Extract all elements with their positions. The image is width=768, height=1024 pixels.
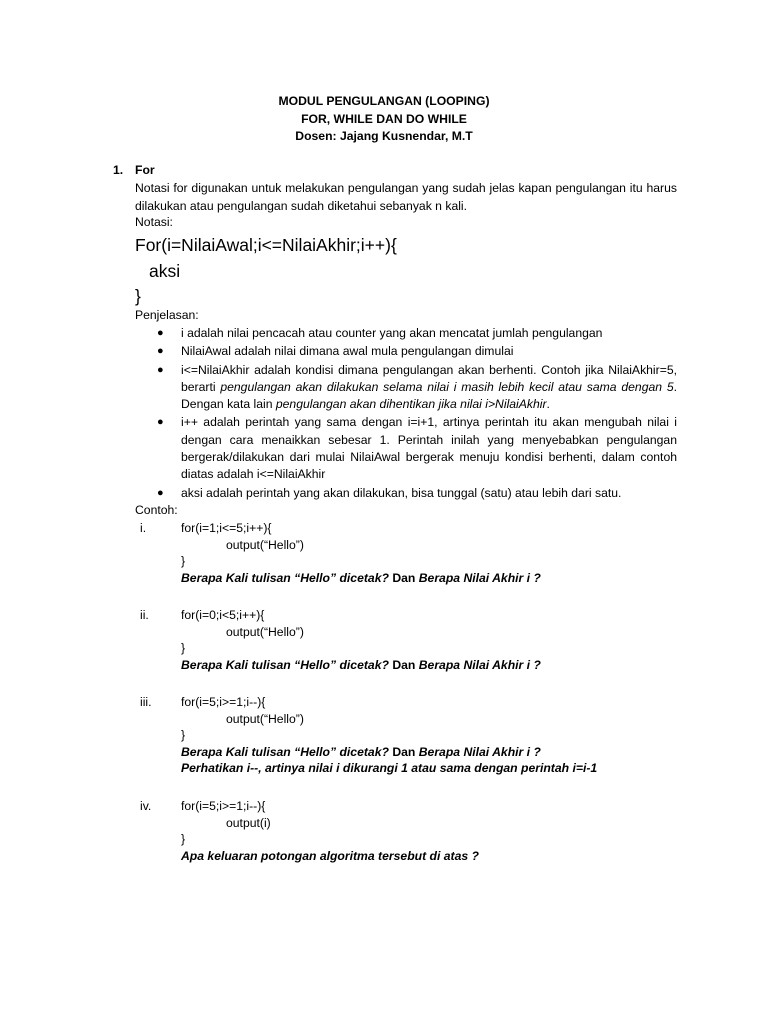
intro-paragraph: Notasi for digunakan untuk melakukan pengulangan yang sudah jelas kapan pengulangan itu harus dilakukan atau pengulangan sudah diketahui sebanyak n kali. [135,181,677,213]
example-question: Berapa Kali tulisan “Hello” dicetak? Dan Berapa Nilai Akhir i ? [181,744,541,759]
penjelasan-label: Penjelasan: [135,308,199,322]
notasi-label: Notasi: [135,215,173,229]
bullet-icon: ● [157,416,164,429]
example-question: Apa keluaran potongan algoritma tersebut di atas ? [181,848,479,863]
example-i [140,520,680,586]
list-item: ● NilaiAwal adalah nilai dimana awal mula pengulangan dimulai [155,343,677,360]
notasi-code-line1: For(i=NilaiAwal;i<=NilaiAkhir;i++){ [135,235,397,255]
penjelasan-list [155,325,677,503]
code-line: output(“Hello”) [226,624,304,639]
example-iii [140,694,680,777]
example-number: iii. [140,695,152,709]
contoh-label: Contoh: [135,503,178,517]
code-line: for(i=5;i>=1;i--){ [181,799,266,813]
bullet-icon: ● [157,486,164,499]
example-ii [140,607,680,673]
section-title: For [135,163,155,177]
code-line: output(“Hello”) [226,537,304,552]
code-line: } [181,728,186,742]
code-line: for(i=1;i<=5;i++){ [181,521,272,535]
document-header [0,93,768,146]
code-line: for(i=5;i>=1;i--){ [181,695,266,709]
list-item: ● i adalah nilai pencacah atau counter yang akan mencatat jumlah pengulangan [155,325,677,342]
bullet-icon: ● [157,345,164,358]
code-line: } [181,832,186,846]
example-number: ii. [140,608,149,622]
list-item: ● aksi adalah perintah yang akan dilakukan, bisa tunggal (satu) atau lebih dari satu. [155,485,677,502]
code-line: for(i=0;i<5;i++){ [181,608,265,622]
bullet-icon: ● [157,363,164,376]
notasi-code-line2: aksi [149,261,181,281]
example-iv [140,798,680,864]
example-question: Berapa Kali tulisan “Hello” dicetak? Dan Berapa Nilai Akhir i ? [181,570,541,585]
section-number: 1. [113,163,124,177]
code-line: } [181,554,186,568]
code-line: } [181,641,186,655]
example-number: iv. [140,799,152,813]
list-item: ● i++ adalah perintah yang sama dengan i=i+1, artinya perintah itu akan mengubah nilai i dengan cara menaikkan sebesar 1. Perintah inilah yang menyebabkan pengulangan bergerak/dilakukan dari mulai NilaiAwal bergerak menuju kondisi berhenti, dalam contoh diatas adalah i<=NilaiAkhir [157,415,677,482]
document-subtitle: FOR, WHILE DAN DO WHILE [301,111,467,126]
example-question: Berapa Kali tulisan “Hello” dicetak? Dan Berapa Nilai Akhir i ? [181,657,541,672]
notasi-code-line3: } [135,286,141,306]
list-item: ● i<=NilaiAkhir adalah kondisi dimana pengulangan akan berhenti. Contoh jika NilaiAkhir=5, berarti pengulangan akan dilakukan selama nilai i masih lebih kecil atau sama dengan 5. Dengan kata lain pengulangan akan dihentikan jika nilai i>NilaiAkhir. [157,362,677,412]
code-line: output(i) [226,815,271,830]
document-title: MODUL PENGULANGAN (LOOPING) [278,94,490,108]
lecturer-name: Dosen: Jajang Kusnendar, M.T [295,129,473,143]
bullet-icon: ● [157,327,164,339]
example-note: Perhatikan i--, artinya nilai i dikurangi 1 atau sama dengan perintah i=i-1 [181,761,598,775]
example-number: i. [140,521,147,535]
code-line: output(“Hello”) [226,711,304,726]
